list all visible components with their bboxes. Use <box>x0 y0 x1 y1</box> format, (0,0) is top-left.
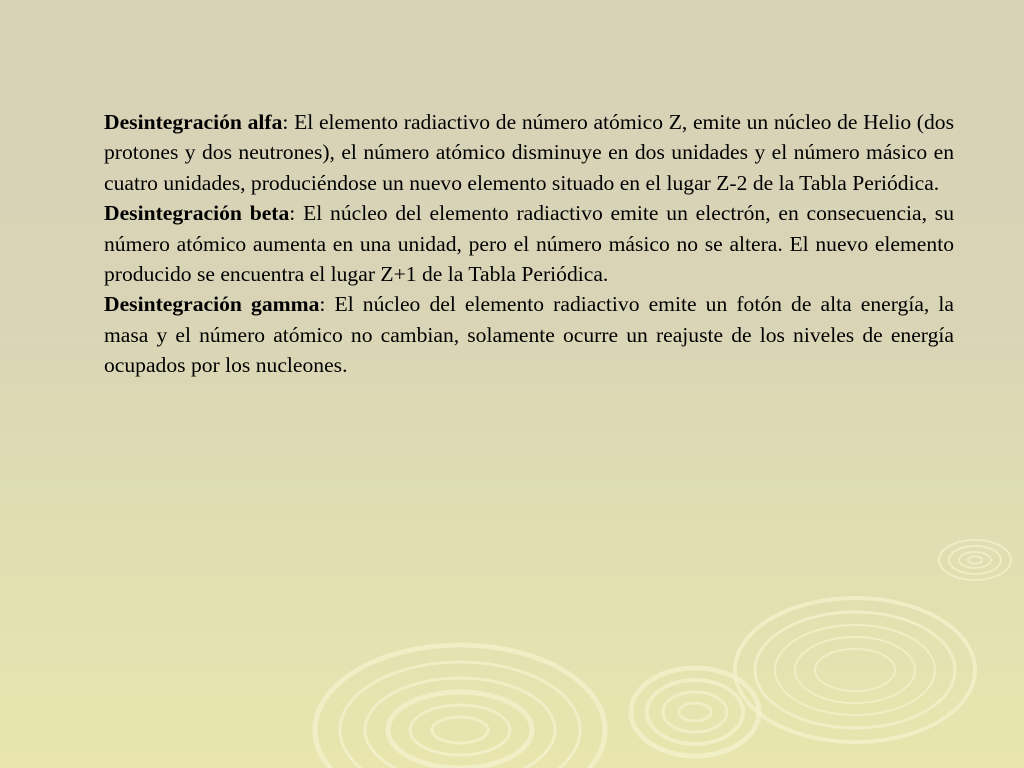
paragraph-gamma-decay <box>104 289 954 380</box>
slide-body <box>104 107 954 381</box>
ripple-large-right <box>735 598 975 742</box>
paragraph-alpha-decay <box>104 107 954 198</box>
term-alpha-decay: Desintegración alfa <box>104 110 283 134</box>
definition-gamma-decay: : El núcleo del elemento radiactivo emite un fotón de alta energía, la masa y el número atómico no cambian, solamente ocurre un reajuste de los niveles de energía ocupados por los nucleones. <box>104 292 955 378</box>
term-beta-decay: Desintegración beta <box>104 201 290 226</box>
definition-beta-decay: : El núcleo del elemento radiactivo emite un electrón, en consecuencia, su número atómico aumenta en una unidad, pero el número másico no se altera. El nuevo elemento producido se encuentra el lugar Z+1 de la Tabla Periódica. <box>104 201 954 287</box>
paragraph-beta-decay <box>104 198 954 289</box>
ripple-large-bottom <box>315 645 605 768</box>
ripple-medium <box>631 668 759 756</box>
ripple-small <box>939 540 1011 580</box>
term-gamma-decay: Desintegración gamma <box>104 292 320 317</box>
definition-alpha-decay: : El elemento radiactivo de número atómico Z, emite un núcleo de Helio (dos protones y dos neutrones), el número atómico disminuye en dos unidades y el número másico en cuatro unidades, produciéndose un nuevo elemento situado en el lugar Z-2 de la Tabla Periódica. <box>104 110 954 195</box>
